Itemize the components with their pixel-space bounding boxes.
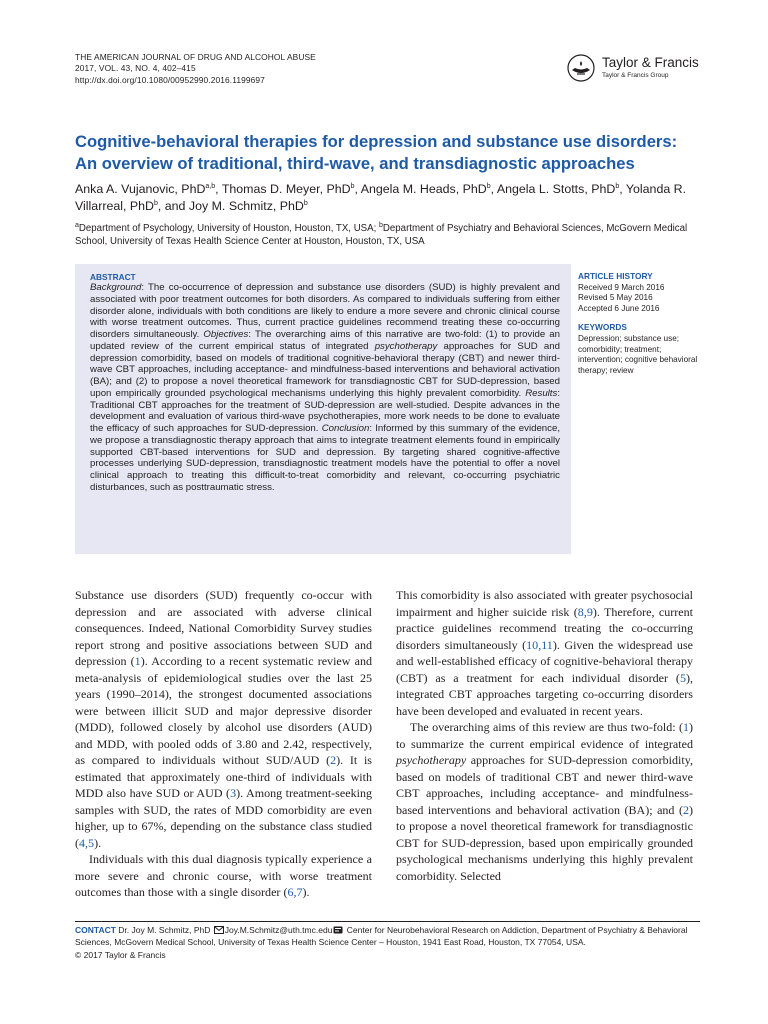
body-text: ) to propose a novel theoretical framework for transdiagnostic CBT for SUD-depression, based upon empirically grounded psychological mechanisms underlying this highly prevalent comorbidity. Selected [396, 802, 693, 883]
affiliation-text: Department of Psychiatry and Behavioral Sciences, McGovern Medical School, University of Texas Health Science Center at Houston, Houston, TX, USA [75, 223, 688, 247]
affiliations [75, 222, 700, 248]
oil-lamp-logo-icon [565, 54, 597, 82]
reference-link[interactable]: 1 [134, 654, 141, 668]
abstract-segment: : Informed by this summary of the evidence, we propose a transdiagnostic therapy approach that aims to integrate treatment elements found in empirically supported CBT-based interventions for SUD and depression. By targeting shared cognitive-affective processes underlying SUD-depression, transdiagnostic treatment models have the potential to offer a novel clinical approach to treating this difficult-to-treat comorbidity and relevant, co-occurring psychiatric disturbances, such as posttraumatic stress. [90, 423, 560, 493]
abstract-section-label: Background [90, 282, 142, 293]
body-column-left [75, 587, 372, 901]
body-text: ). Among treatment-seeking samples with SUD, the rates of MDD comorbidity are even higher, up to 67%, depending on the substance class studied ( [75, 786, 372, 850]
abstract-segment: : The overarching aims of this narrative are two-fold: (1) to provide an updated review of the current empirical status of integrated [90, 329, 560, 352]
author [75, 182, 215, 196]
body-text: This comorbidity is also associated with greater psychosocial impairment and higher suicide risk ( [396, 588, 693, 619]
reference-link[interactable]: 10,11 [526, 637, 553, 652]
author-affiliation-mark: b [350, 182, 355, 190]
publisher-logo [565, 52, 699, 86]
affiliation-text: Department of Psychology, University of Houston, Houston, TX, USA; [78, 223, 379, 234]
author-affiliation-mark: a,b [205, 182, 216, 190]
author-name: Yolanda R. Villarreal, PhD [75, 182, 687, 213]
doi-link[interactable]: http://dx.doi.org/10.1080/00952990.2016.1199697 [75, 74, 265, 85]
body-text: ). [94, 835, 102, 850]
affiliation-mark: b [379, 221, 383, 229]
abstract-text [90, 282, 560, 494]
accepted-date: Accepted 6 June 2016 [578, 303, 660, 313]
reference-link[interactable]: 2 [682, 802, 689, 817]
contact-info [75, 925, 700, 948]
body-text: The overarching aims of this review are thus two-fold: ( [410, 720, 683, 734]
body-text: ). Given the widespread use and well-established efficacy of cognitive-behavioral therapy (CBT) as a treatment for each individual disorder ( [396, 637, 693, 685]
reference-link[interactable]: 4,5 [79, 835, 95, 850]
body-text: Substance use disorders (SUD) frequently co-occur with depression and are associated with adverse clinical consequences. Indeed, National Comorbidity Survey studies report strong and positive associations between SUD and depression ( [75, 588, 372, 668]
author-affiliation-mark: b [303, 199, 308, 207]
footer-divider [75, 921, 700, 922]
abstract-segment: : The co-occurrence of depression and substance use disorders (SUD) is highly prevalent and associated with poor treatment outcomes for both disorders. As compared to individuals suffering from either disorder alone, individuals with both conditions are likely to endure a more severe and chronic clinical course with worse treatment outcomes. Thus, current practice guidelines recommend treating these co-occurring disorders simultaneously. [90, 282, 560, 340]
contact-label: CONTACT [75, 925, 116, 935]
abstract-box [75, 264, 571, 554]
affiliation-mark: a [75, 221, 79, 229]
article-title: Cognitive-behavioral therapies for depression and substance use disorders: An overview of traditional, third-wave, and transdiagnostic approaches [75, 132, 678, 173]
body-text: ). According to a recent systematic review and meta-analysis of epidemiological studies over the last 25 years (1990–2014), the strongest documented associations were between illicit SUD and major depressive disorder (MDD), followed closely by alcohol use disorders (AUD) and MDD, with pooled odds of 3.80 and 2.42, respectively, as compared to individuals without SUD/AUD ( [75, 654, 373, 767]
author-name: Angela M. Heads, PhD [360, 182, 487, 196]
publisher-group: Taylor & Francis Group [602, 72, 669, 79]
reference-link[interactable]: 5 [679, 670, 686, 685]
author-name: Thomas D. Meyer, PhD [221, 182, 351, 196]
revised-date: Revised 5 May 2016 [578, 293, 653, 303]
body-paragraph [75, 587, 372, 851]
reference-link[interactable]: 2 [330, 753, 337, 767]
author-affiliation-mark: b [153, 199, 158, 207]
body-text: approaches for SUD-depression comorbidity, based on models of traditional CBT and newer third-wave CBT approaches, including acceptance- and mindfulness-based interventions and behavioral activation (BA); and ( [396, 753, 693, 817]
body-paragraph [396, 587, 693, 719]
reference-link[interactable]: 6,7 [287, 885, 303, 899]
body-column-right [396, 587, 693, 884]
body-paragraph [396, 719, 693, 884]
author-list: Anka A. Vujanovic, PhD$^{a,b}$, Thomas D. Meyer, PhD$^b$, Angela M. Heads, PhD$^b$, Angela L. Stotts, PhD$^b$, Yolanda R. Villarreal, PhD$^b$, and Joy M. Schmitz, PhD$^b$ [75, 182, 687, 213]
reference-link[interactable]: 1 [682, 720, 689, 734]
copyright: © 2017 Taylor & Francis [75, 950, 166, 960]
body-text: ). It is estimated that approximately one-third of individuals with MDD also have SUD or AUD ( [75, 753, 372, 800]
article-history-heading: ARTICLE HISTORY [578, 271, 653, 281]
author-affiliation-mark: b [615, 182, 620, 190]
author-name: Joy M. Schmitz, PhD [188, 199, 304, 213]
author [497, 182, 619, 196]
keywords-heading: KEYWORDS [578, 322, 627, 333]
body-text: ), integrated CBT approaches targeting co-occurring disorders have been developed and evaluated in recent years. [396, 670, 693, 718]
abstract-segment: approaches for SUD and depression comorbidity, based on models of traditional cognitive-behavioral therapy (CBT) and newer third-wave CBT approaches, including acceptance- and mindfulness-based interventions and behavioral activation (BA); and (2) to propose a novel theoretical framework for transdiagnostic CBT for SUD-depression, based upon empirically grounded psychological mechanisms underlying this highly prevalent comorbidity. [90, 340, 560, 399]
body-text: ). Therefore, current practice guidelines recommend treating the co-occurring disorders simultaneously ( [396, 604, 694, 652]
address-icon [333, 926, 343, 934]
journal-name: THE AMERICAN JOURNAL OF DRUG AND ALCOHOL ABUSE [75, 52, 316, 62]
keywords-list: Depression; substance use; comorbidity; treatment; intervention; cognitive behavioral therapy; review [578, 333, 698, 375]
abstract-heading: ABSTRACT [90, 272, 136, 282]
publisher-name: Taylor & Francis [602, 55, 699, 70]
author-affiliation-mark: b [486, 182, 491, 190]
abstract-segment: : Traditional CBT approaches for the treatment of SUD-depression are well-studied. Despite advances in the development and evaluation of various third-wave psychotherapies, more work needs to be done to evaluate the efficacy of such approaches for SUD-depression. [90, 387, 560, 434]
received-date: Received 9 March 2016 [578, 282, 665, 292]
contact-name: Dr. Joy M. Schmitz, PhD [115, 925, 213, 935]
journal-header [75, 52, 405, 86]
email-icon [214, 926, 224, 934]
abstract-section-label: Results [525, 387, 558, 399]
contact-address: Center for Neurobehavioral Research on Addiction, Department of Psychiatry & Behavioral Sciences, McGovern Medical School, University of Texas Health Science Center – Houston, 1941 East Road, Houston, TX 77054, USA. [75, 925, 688, 947]
contact-email[interactable]: Joy.M.Schmitz@uth.tmc.edu [224, 925, 333, 935]
abstract-section-label: psychotherapy [374, 340, 438, 352]
body-text: Individuals with this dual diagnosis typically experience a more severe and chronic course, with worse treatment outcomes than those with a single disorder ( [75, 852, 372, 899]
emphasis-text: psychotherapy [396, 753, 467, 767]
author-name: Anka A. Vujanovic, PhD [75, 182, 206, 196]
body-text: ) to summarize the current empirical evidence of integrated [396, 720, 693, 751]
journal-volume: 2017, VOL. 43, NO. 4, 402–415 [75, 63, 196, 74]
reference-link[interactable]: 3 [230, 786, 237, 800]
body-text: ). [302, 885, 310, 899]
author [222, 182, 355, 196]
author [361, 182, 491, 196]
article-info [578, 271, 698, 376]
abstract-section-label: Conclusion [321, 423, 370, 434]
body-paragraph [75, 851, 372, 901]
author-name: Angela L. Stotts, PhD [496, 182, 616, 196]
author [189, 199, 308, 213]
reference-link[interactable]: 8,9 [577, 604, 593, 619]
abstract-section-label: Objectives [203, 329, 249, 340]
